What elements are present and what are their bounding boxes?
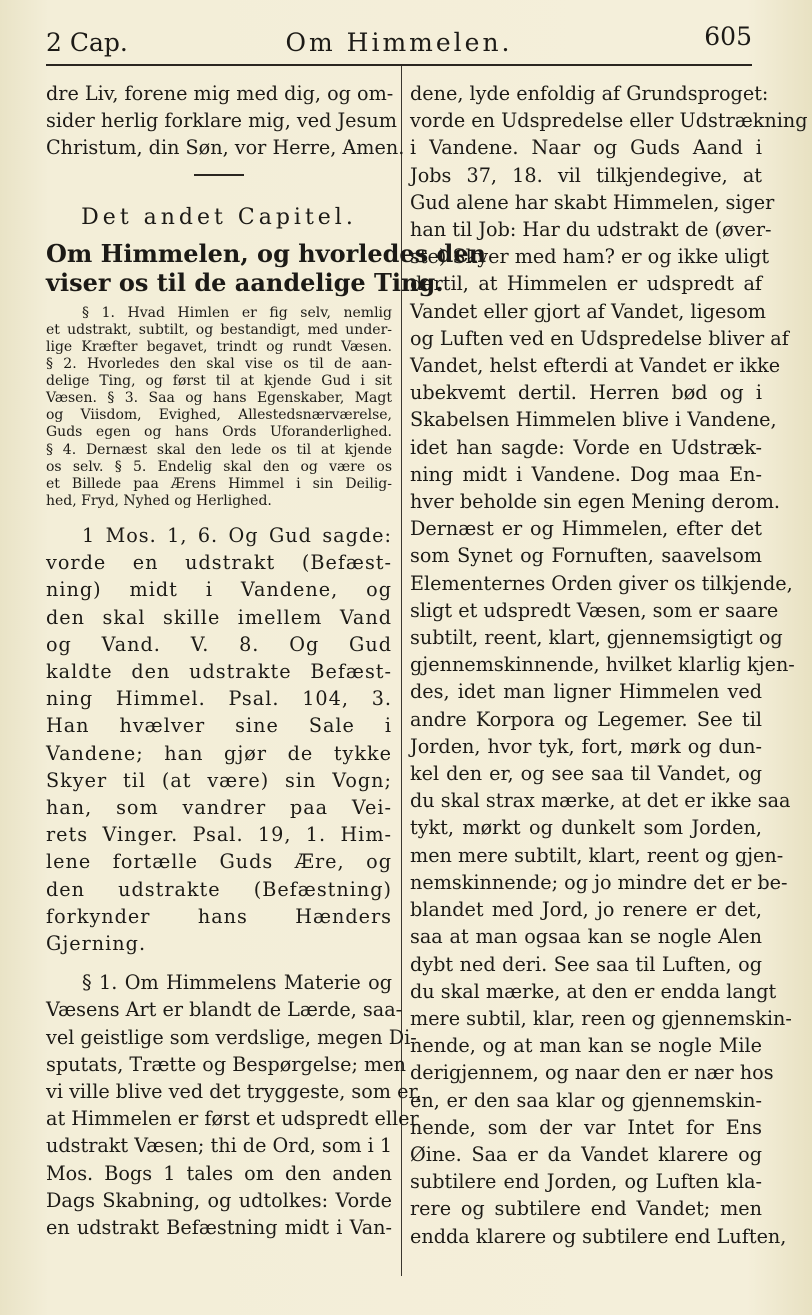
quote-line: vorde en udstrakt (Befæst- [46, 551, 392, 575]
text-line: Skabelsen Himmelen blive i Vandene, [410, 408, 777, 432]
summary-line: og Viisdom, Evighed, Allestedsnærværelse, [46, 407, 392, 424]
quote-line: ning Himmel. Psal. 104, 3. [46, 687, 392, 711]
quote-line: Han hvælver sine Sale i [46, 714, 392, 738]
chapter-heading: Det andet Capitel. [81, 204, 357, 230]
summary-line: Guds egen og hans Ords Uforanderlighed. [46, 424, 392, 441]
text-line: gjennemskinnende, hvilket klarlig kjen- [410, 653, 795, 677]
text-line: idet han sagde: Vorde en Udstræk- [410, 435, 762, 459]
text-line: endda klarere og subtilere end Luften, [410, 1224, 787, 1248]
text-line: saa at man ogsaa kan se nogle Alen [410, 925, 762, 949]
quote-line: den skal skille imellem Vand [46, 605, 392, 629]
text-line: vel geistlige som verdslige, megen Di- [46, 1025, 417, 1049]
text-line: Dernæst er og Himmelen, efter det [410, 517, 762, 541]
text-line: dertil, at Himmelen er udspredt af [410, 272, 762, 296]
text-line: andre Korpora og Legemer. See til [410, 707, 762, 731]
text-line: hver beholde sin egen Mening derom. [410, 490, 781, 514]
summary-line: os selv. § 5. Endelig skal den og være os [46, 458, 392, 475]
quote-line: den udstrakte (Befæstning) [46, 877, 392, 901]
text-line: nende, som der var Intet for Ens [410, 1115, 762, 1139]
text-line: Mos. Bogs 1 tales om den anden [46, 1161, 392, 1185]
text-line: des, idet man ligner Himmelen ved [410, 680, 762, 704]
chapter-label: 2 Cap. [46, 28, 128, 57]
section-divider [194, 174, 244, 176]
text-line: du skal strax mærke, at det er ikke saa [410, 789, 791, 813]
quote-line: og Vand. V. 8. Og Gud [46, 632, 392, 656]
quote-line: Skyer til (at være) sin Vogn; [46, 768, 392, 792]
right-column [410, 80, 808, 1250]
page-number: 605 [704, 22, 752, 51]
opening-text [46, 80, 405, 162]
text-line: ning midt i Vandene. Dog maa En- [410, 462, 762, 486]
summary-line: et udstrakt, subtilt, og bestandigt, med under- [46, 321, 392, 338]
text-line: dene, lyde enfoldig af Grundsproget: [410, 82, 769, 105]
summary-line: § 1. Hvad Himlen er fig selv, nemlig [82, 304, 392, 321]
chapter-title [46, 238, 487, 297]
left-column [46, 80, 487, 1241]
quote-line: lene fortælle Guds Ære, og [46, 850, 392, 874]
text-line: subtilt, reent, klart, gjennemsigtigt og [410, 626, 783, 650]
text-line: ste) Skyer med ham? er og ikke uligt [410, 245, 770, 269]
text-line: mere subtil, klar, reen og gjennemskin- [410, 1006, 792, 1030]
summary-line: § 2. Hvorledes den skal vise os til de aan- [46, 356, 392, 373]
text-line: Elementernes Orden giver os tilkjende, [410, 571, 793, 595]
text-line: som Synet og Fornuften, saavelsom [410, 544, 762, 568]
quote-line: rets Vinger. Psal. 19, 1. Him- [46, 823, 392, 847]
title-line: Om Himmelen, og hvorledes den [46, 238, 487, 268]
text-line: dybt ned deri. See saa til Luften, og [410, 952, 762, 976]
text-line: og Luften ved en Udspredelse bliver af [410, 326, 789, 350]
running-title: Om Himmelen. [285, 28, 513, 57]
scripture-quote [46, 522, 392, 957]
text-line: men mere subtilt, klart, reent og gjen- [410, 843, 784, 867]
text-line: Gud alene har skabt Himmelen, siger [410, 190, 775, 214]
paragraph-1 [46, 969, 422, 1241]
text-line: Dags Skabning, og udtolkes: Vorde [46, 1188, 392, 1212]
text-line: han til Job: Har du udstrakt de (øver- [410, 218, 772, 242]
text-line: en udstrakt Befæstning midt i Van- [46, 1216, 392, 1240]
header-rule [46, 64, 752, 66]
text-line: kel den er, og see saa til Vandet, og [410, 762, 762, 786]
text-line: Christum, din Søn, vor Herre, Amen. [46, 136, 405, 160]
quote-line: Gjerning. [46, 931, 147, 955]
summary-line: hed, Fryd, Nyhed og Herlighed. [46, 492, 272, 509]
summary-line: Væsen. § 3. Saa og hans Egenskaber, Magt [46, 390, 392, 407]
text-line: § 1. Om Himmelens Materie og [82, 971, 392, 995]
text-line: sider herlig forklare mig, ved Jesum [46, 109, 397, 133]
text-line: nemskinnende; og jo mindre det er be- [410, 870, 788, 894]
text-line: Jobs 37, 18. vil tilkjendegive, at [410, 163, 762, 187]
text-line: en, er den saa klar og gjennemskin- [410, 1088, 762, 1112]
text-line: rere og subtilere end Vandet; men [410, 1197, 762, 1221]
text-line: derigjennem, og naar den er nær hos [410, 1061, 774, 1085]
text-line: subtilere end Jorden, og Luften kla- [410, 1170, 762, 1194]
text-line: ubekvemt dertil. Herren bød og i [410, 381, 762, 405]
text-line: sligt et udspredt Væsen, som er saare [410, 598, 779, 622]
text-line: tykt, mørkt og dunkelt som Jorden, [410, 816, 762, 840]
text-line: Vandet, helst efterdi at Vandet er ikke [410, 354, 781, 378]
text-line: dre Liv, forene mig med dig, og om- [46, 82, 394, 105]
text-line: udstrakt Væsen; thi de Ord, som i 1 [46, 1134, 393, 1158]
quote-line: Vandene; han gjør de tykke [46, 741, 392, 765]
summary-line: et Billede paa Ærens Himmel i sin Deilig- [46, 475, 392, 492]
text-line: vi ville blive ved det tryggeste, som er, [46, 1080, 422, 1103]
paragraph-gap [46, 957, 392, 969]
text-line: du skal mærke, at den er endda langt [410, 979, 777, 1003]
summary-line: delige Ting, og først til at kjende Gud i sit [46, 373, 392, 390]
quote-line: 1 Mos. 1, 6. Og Gud sagde: [82, 523, 392, 547]
quote-line: kaldte den udstrakte Befæst- [46, 659, 392, 683]
text-line: i Vandene. Naar og Guds Aand i [410, 136, 762, 160]
text-line: vorde en Udspredelse eller Udstrækning [410, 109, 808, 133]
text-line: sputats, Trætte og Bespørgelse; men [46, 1052, 406, 1076]
text-line: nende, og at man kan se nogle Mile [410, 1034, 762, 1058]
text-line: Væsens Art er blandt de Lærde, saa- [46, 998, 403, 1022]
title-line: viser os til de aandelige Ting. [46, 267, 444, 297]
chapter-summary [46, 305, 392, 510]
quote-line: forkynder hans Hænders [46, 904, 392, 928]
quote-line: han, som vandrer paa Vei- [46, 795, 392, 819]
text-line: Jorden, hvor tyk, fort, mørk og dun- [410, 734, 762, 758]
text-line: Øine. Saa er da Vandet klarere og [410, 1142, 762, 1166]
text-line: at Himmelen er først et udspredt eller [46, 1107, 419, 1131]
text-line: Vandet eller gjort af Vandet, ligesom [410, 299, 766, 323]
quote-line: ning) midt i Vandene, og [46, 578, 392, 602]
summary-line: lige Kræfter begavet, trindt og rundt Væsen. [46, 339, 392, 355]
summary-line: § 4. Dernæst skal den lede os til at kjende [46, 441, 392, 458]
text-line: blandet med Jord, jo renere er det, [410, 898, 762, 922]
page-header [46, 22, 752, 62]
